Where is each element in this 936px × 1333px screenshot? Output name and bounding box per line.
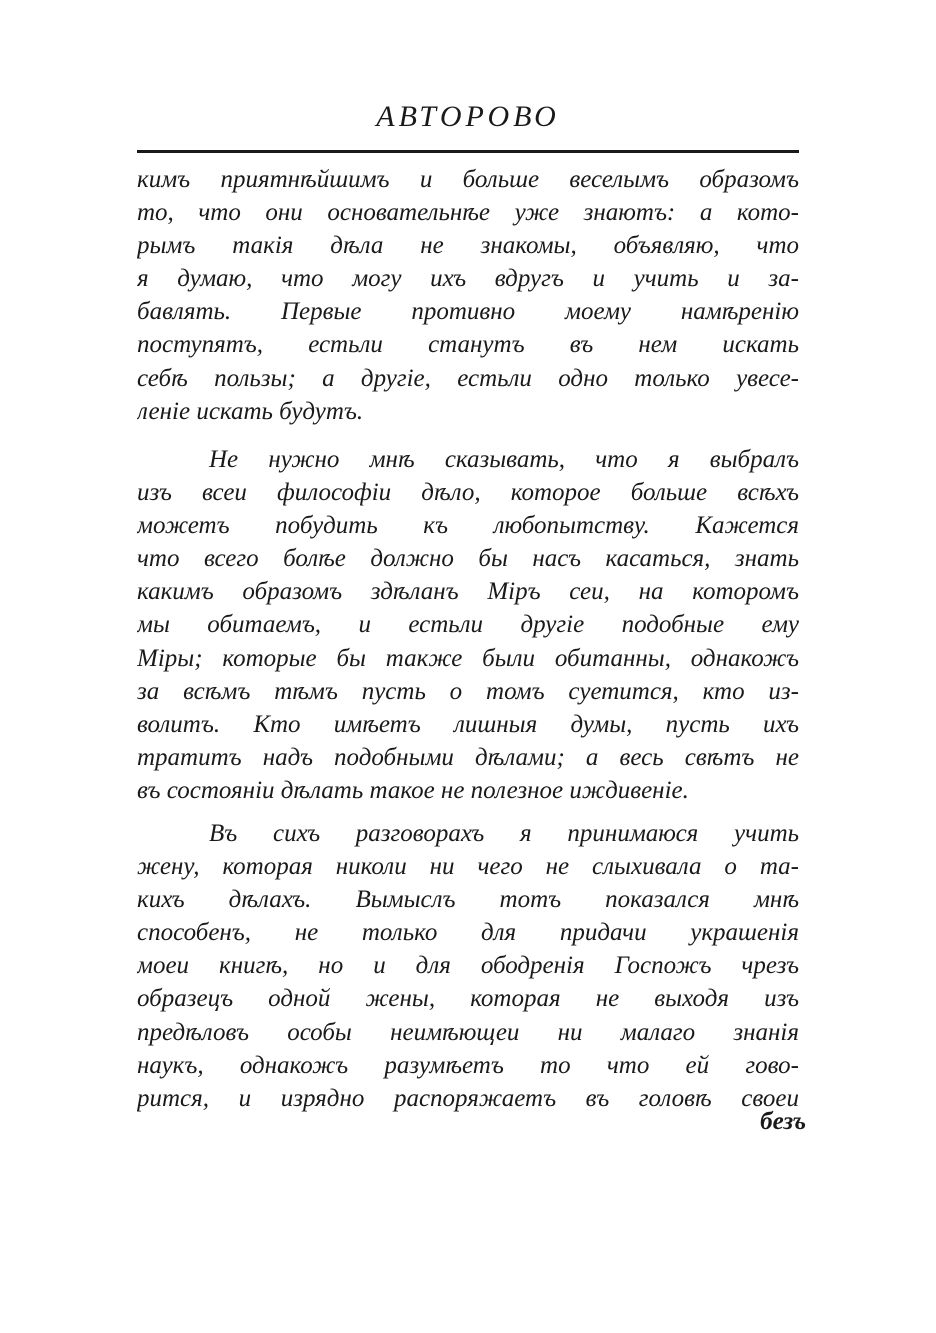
text-line: я думаю, что могу ихъ вдругъ и учить и за- <box>137 265 799 293</box>
text-line: предѣловъ особы неимѣющеи ни малаго знанія <box>137 1018 799 1046</box>
text-line: мы обитаемъ, и естьли другіе подобные ему <box>137 611 799 639</box>
text-line: способенъ, не только для придачи украшенія <box>137 919 799 947</box>
text-line: поступятъ, естьли станутъ въ нем искать <box>137 331 799 359</box>
text-line: можетъ побудить къ любопытству. Кажется <box>137 512 799 540</box>
paragraph-1 <box>137 163 799 428</box>
text-line: тратитъ надъ подобными дѣлами; а весь свѣтъ не <box>137 743 799 771</box>
text-line: бавлять. Первые противно моему намѣренію <box>137 298 799 326</box>
text-line: кихъ дѣлахъ. Вымыслъ тотъ показался мнѣ <box>137 886 799 914</box>
text-line: изъ всеи философіи дѣло, которое больше всѣхъ <box>137 479 799 507</box>
text-line: жену, которая николи ни чего не слыхивала о та- <box>137 853 799 881</box>
paragraph-3 <box>137 817 799 1115</box>
header-rule <box>137 150 799 153</box>
text-line: Не нужно мнѣ сказывать, что я выбралъ <box>209 446 799 473</box>
text-line: какимъ образомъ здѣланъ Міръ сеи, на которомъ <box>137 578 799 606</box>
text-line: образецъ одной жены, которая не выходя изъ <box>137 985 799 1013</box>
text-line: что всего болѣе должно бы насъ касаться, знать <box>137 545 799 573</box>
text-line: Міры; которые бы также были обитанны, однакожъ <box>137 644 799 672</box>
text-line: моеи книгѣ, но и для ободренія Госпожъ чрезъ <box>137 952 799 980</box>
text-line: леніе искать будутъ. <box>137 397 364 425</box>
text-line: волитъ. Кто имѣетъ лишныя думы, пусть ихъ <box>137 710 799 738</box>
text-line: въ состояніи дѣлать такое не полезное иждивеніе. <box>137 776 689 804</box>
running-head: АВТОРОВО <box>376 100 560 133</box>
text-line: за всѣмъ тѣмъ пусть о томъ суетится, кто из- <box>137 677 799 705</box>
text-line: Въ сихъ разговорахъ я принимаюся учить <box>209 820 799 847</box>
text-line: рымъ такія дѣла не знакомы, объявляю, что <box>137 232 799 260</box>
paragraph-2 <box>137 443 799 807</box>
catchword: безъ <box>760 1108 806 1135</box>
text-line: то, что они основательнѣе уже знаютъ: а кото- <box>137 199 799 227</box>
text-line: себѣ пользы; а другіе, естьли одно только увесе- <box>137 364 799 392</box>
text-line: наукъ, однакожъ разумѣетъ то что ей гово- <box>137 1051 799 1079</box>
text-line: рится, и изрядно распоряжаетъ въ головѣ своеи <box>137 1084 799 1112</box>
text-line: кимъ приятнѣйшимъ и больше веселымъ образомъ <box>137 166 799 193</box>
